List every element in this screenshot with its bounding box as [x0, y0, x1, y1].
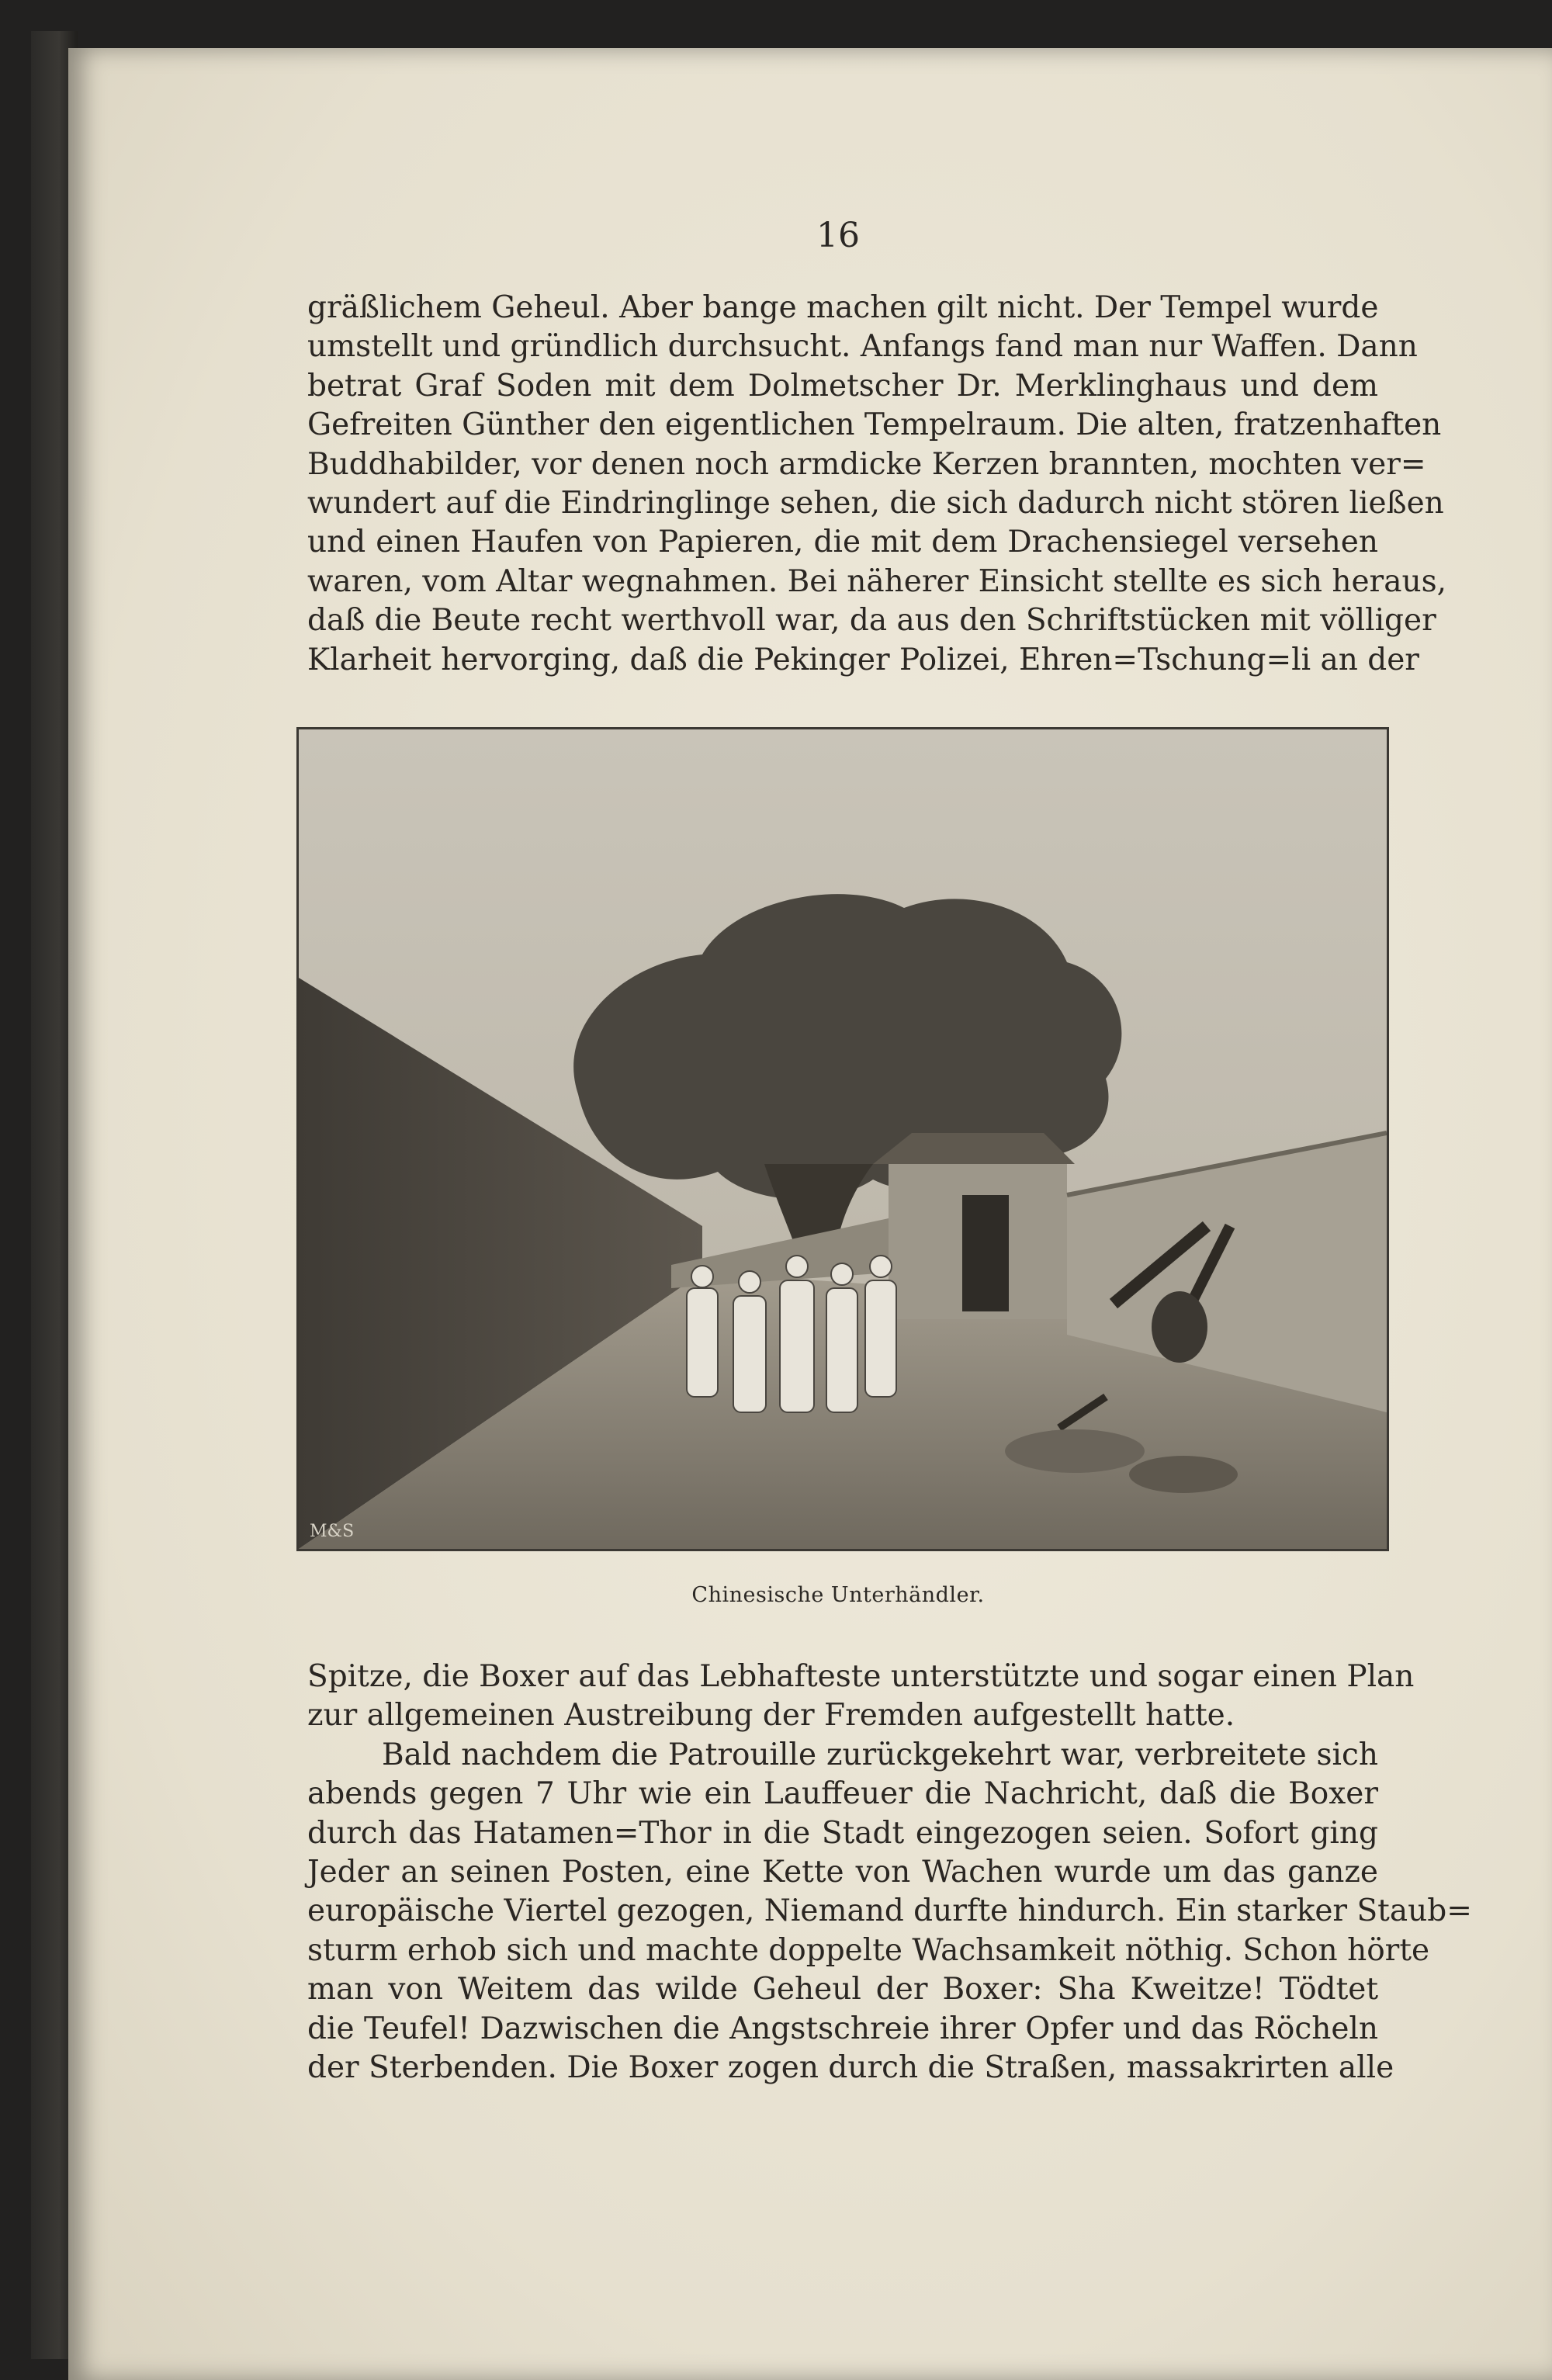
- photo-monogram: M&S: [310, 1522, 355, 1541]
- text-line: man von Weitem das wilde Geheul der Boxer: Sha Kweitze! Tödtet: [307, 1972, 1378, 2008]
- text-line: umstellt und gründlich durchsucht. Anfangs fand man nur Waffen. Dann: [307, 329, 1418, 365]
- text-line: die Teufel! Dazwischen die Angstschreie ihrer Opfer und das Röcheln: [307, 2011, 1378, 2046]
- bottom-paragraphs: [307, 1658, 1472, 2087]
- text-line: Jeder an seinen Posten, eine Kette von Wachen wurde um das ganze: [307, 1854, 1378, 1890]
- text-line: abends gegen 7 Uhr wie ein Lauffeuer die Nachricht, daß die Boxer: [307, 1776, 1378, 1812]
- text-line: daß die Beute recht werthvoll war, da aus den Schriftstücken mit völliger: [307, 603, 1436, 639]
- text-line: betrat Graf Soden mit dem Dolmetscher Dr. Merklinghaus und dem: [307, 368, 1378, 404]
- figure-photograph: [296, 727, 1389, 1551]
- page-number: 16: [816, 216, 860, 255]
- text-line: waren, vom Altar wegnahmen. Bei näherer Einsicht stellte es sich heraus,: [307, 563, 1446, 599]
- figure-caption: Chinesische Unterhändler.: [691, 1583, 985, 1607]
- top-paragraph: [307, 289, 1446, 680]
- text-line: Klarheit hervorging, daß die Pekinger Polizei, Ehren=Tschung=li an der: [307, 642, 1419, 677]
- text-line: der Sterbenden. Die Boxer zogen durch die Straßen, massakrirten alle: [307, 2049, 1394, 2085]
- text-line: und einen Haufen von Papieren, die mit dem Drachensiegel versehen: [307, 525, 1378, 560]
- text-line: sturm erhob sich und machte doppelte Wachsamkeit nöthig. Schon hörte: [307, 1932, 1430, 1968]
- text-line: Buddhabilder, vor denen noch armdicke Kerzen brannten, mochten ver=: [307, 446, 1426, 482]
- text-line: durch das Hatamen=Thor in die Stadt eingezogen seien. Sofort ging: [307, 1815, 1378, 1851]
- text-line: Bald nachdem die Patrouille zurückgekehrt war, verbreitete sich: [382, 1737, 1378, 1772]
- text-line: wundert auf die Eindringlinge sehen, die sich dadurch nicht stören ließen: [307, 485, 1444, 521]
- bell: [1152, 1291, 1207, 1363]
- text-line: Spitze, die Boxer auf das Lebhafteste unterstützte und sogar einen Plan: [307, 1659, 1415, 1694]
- text-line: gräßlichem Geheul. Aber bange machen gilt nicht. Der Tempel wurde: [307, 290, 1379, 325]
- text-line: zur allgemeinen Austreibung der Fremden aufgestellt hatte.: [307, 1698, 1235, 1734]
- text-line: Gefreiten Günther den eigentlichen Tempelraum. Die alten, fratzenhaften: [307, 407, 1442, 443]
- text-line: europäische Viertel gezogen, Niemand durfte hindurch. Ein starker Staub=: [307, 1893, 1472, 1929]
- photo-illustration: [299, 729, 1387, 1549]
